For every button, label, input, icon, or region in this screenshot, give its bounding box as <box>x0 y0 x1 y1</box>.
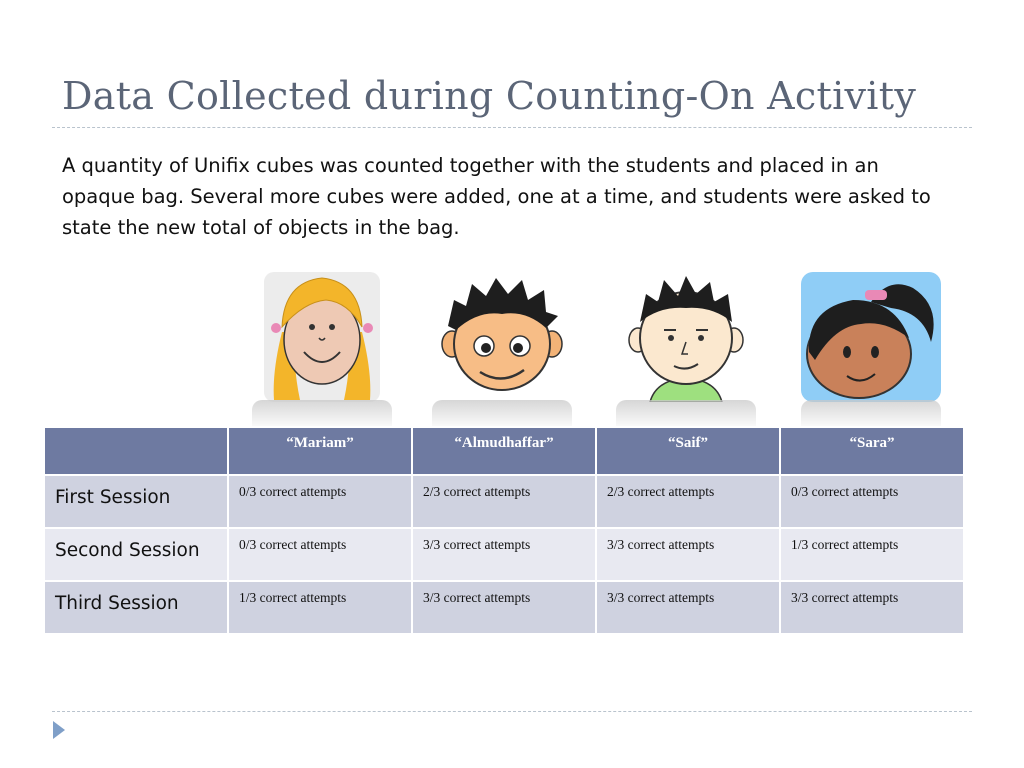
table-row <box>44 475 964 528</box>
table-cell: 3/3 correct attempts <box>412 528 596 581</box>
boy-spiky-dark-hair-icon <box>432 272 572 402</box>
table-cell: 3/3 correct attempts <box>596 528 780 581</box>
header-student: “Mariam” <box>228 427 412 475</box>
footer-divider <box>52 711 972 712</box>
attempts-table <box>43 426 965 635</box>
table-cell: 0/3 correct attempts <box>228 528 412 581</box>
activity-description: A quantity of Unifix cubes was counted together with the students and placed in an opaque bag. Several more cubes were added, one at a time, and students were asked to state the new total of objects in the bag. <box>62 154 931 239</box>
header-student: “Almudhaffar” <box>412 427 596 475</box>
table-cell: 0/3 correct attempts <box>780 475 964 528</box>
table-cell: 2/3 correct attempts <box>596 475 780 528</box>
session-label: First Session <box>44 475 228 528</box>
avatar-almudhaffar <box>432 272 572 432</box>
table-cell: 1/3 correct attempts <box>780 528 964 581</box>
table-cell: 1/3 correct attempts <box>228 581 412 634</box>
table-header-row <box>44 427 964 475</box>
avatar-mariam <box>252 272 392 432</box>
avatar-saif <box>616 272 756 432</box>
avatar-sara <box>801 272 941 432</box>
table-cell: 0/3 correct attempts <box>228 475 412 528</box>
title-divider <box>52 127 972 128</box>
header-student: “Sara” <box>780 427 964 475</box>
table-cell: 2/3 correct attempts <box>412 475 596 528</box>
header-corner <box>44 427 228 475</box>
table-cell: 3/3 correct attempts <box>780 581 964 634</box>
session-label: Third Session <box>44 581 228 634</box>
table-cell: 3/3 correct attempts <box>596 581 780 634</box>
boy-green-shirt-icon <box>616 272 756 402</box>
table-cell: 3/3 correct attempts <box>412 581 596 634</box>
girl-ponytail-icon <box>801 272 941 402</box>
table-row <box>44 581 964 634</box>
triangle-bullet-icon <box>52 720 66 740</box>
session-label: Second Session <box>44 528 228 581</box>
header-student: “Saif” <box>596 427 780 475</box>
table-row <box>44 528 964 581</box>
slide-title: Data Collected during Counting-On Activity <box>62 74 917 118</box>
girl-blonde-pigtails-icon <box>252 272 392 402</box>
